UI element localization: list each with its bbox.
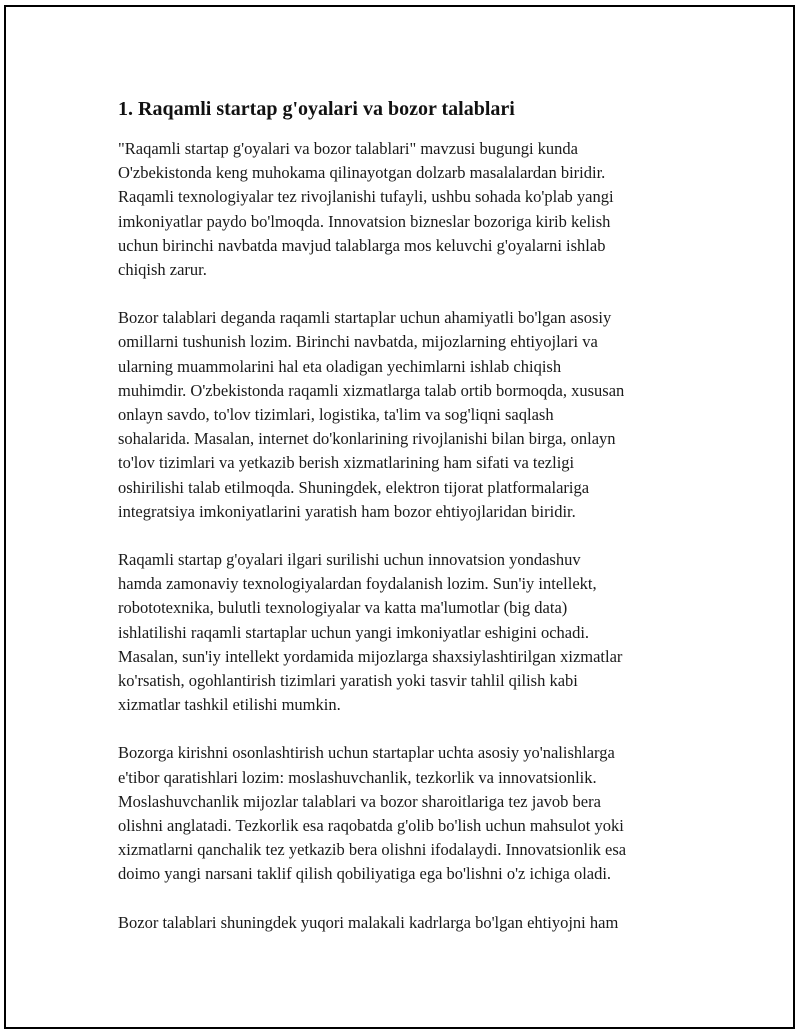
paragraph-market-entry: Bozorga kirishni osonlashtirish uchun startaplar uchta asosiy yo'nalishlarga e'tibor qaratishlari lozim: moslashuvchanlik, tezkorlik va innovatsionlik. Moslashuvchanlik mijozlar talablari va bozor sharoitlariga tez javob bera olishni anglatadi. Tezkorlik esa raqobatda g'olib bo'lish uchun mahsulot yoki xizmatlarni qanchalik tez yetkazib bera olishni ifodalaydi. Innovatsionlik esa doimo yangi narsani taklif qilish qobiliyatiga ega bo'lishni o'z ichiga oladi. — [118, 743, 627, 884]
document-content — [118, 97, 698, 959]
paragraph-innovation-technologies: Raqamli startap g'oyalari ilgari surilishi uchun innovatsion yondashuv hamda zamonaviy texnologiyalardan foydalanish lozim. Sun'iy intellekt, robototexnika, bulutli texnologiyalar va katta ma'lumotlar (big data) ishlatilishi raqamli startaplar uchun yangi imkoniyatlar eshigini ochadi. Masalan, sun'iy intellekt yordamida mijozlarga shaxsiylashtirilgan xizmatlar ko'rsatish, ogohlantirish tizimlari yaratish yoki tasvir tahlil qilish kabi xizmatlar tashkil etilishi mumkin. — [118, 550, 623, 715]
paragraph-intro: "Raqamli startap g'oyalari va bozor talablari" mavzusi bugungi kunda O'zbekistonda keng muhokama qilinayotgan dolzarb masalalardan biridir. Raqamli texnologiyalar tez rivojlanishi tufayli, ushbu sohada ko'plab yangi imkoniyatlar paydo bo'lmoqda. Innovatsion bizneslar bozoriga kirib kelish uchun birinchi navbatda mavjud talablarga mos keluvchi g'oyalarni ishlab chiqish zarur. — [118, 139, 614, 280]
paragraph-market-requirements: Bozor talablari deganda raqamli startaplar uchun ahamiyatli bo'lgan asosiy omillarni tushunish lozim. Birinchi navbatda, mijozlarning ehtiyojlari va ularning muammolarini hal eta oladigan yechimlarni ishlab chiqish muhimdir. O'zbekistonda raqamli xizmatlarga talab ortib bormoqda, xususan onlayn savdo, to'lov tizimlari, logistika, ta'lim va sog'liqni saqlash sohalarida. Masalan, internet do'konlarining rivojlanishi bilan birga, onlayn to'lov tizimlari va yetkazib berish xizmatlarining ham sifati va tezligi oshirilishi talab etilmoqda. Shuningdek, elektron tijorat platformalariga integratsiya imkoniyatlarini yaratish ham bozor ehtiyojlaridan biridir. — [118, 308, 625, 521]
document-page — [4, 5, 795, 1029]
document-title: 1. Raqamli startap g'oyalari va bozor talablari — [118, 98, 515, 120]
paragraph-talent-needs: Bozor talablari shuningdek yuqori malakali kadrlarga bo'lgan ehtiyojni ham — [118, 912, 619, 932]
